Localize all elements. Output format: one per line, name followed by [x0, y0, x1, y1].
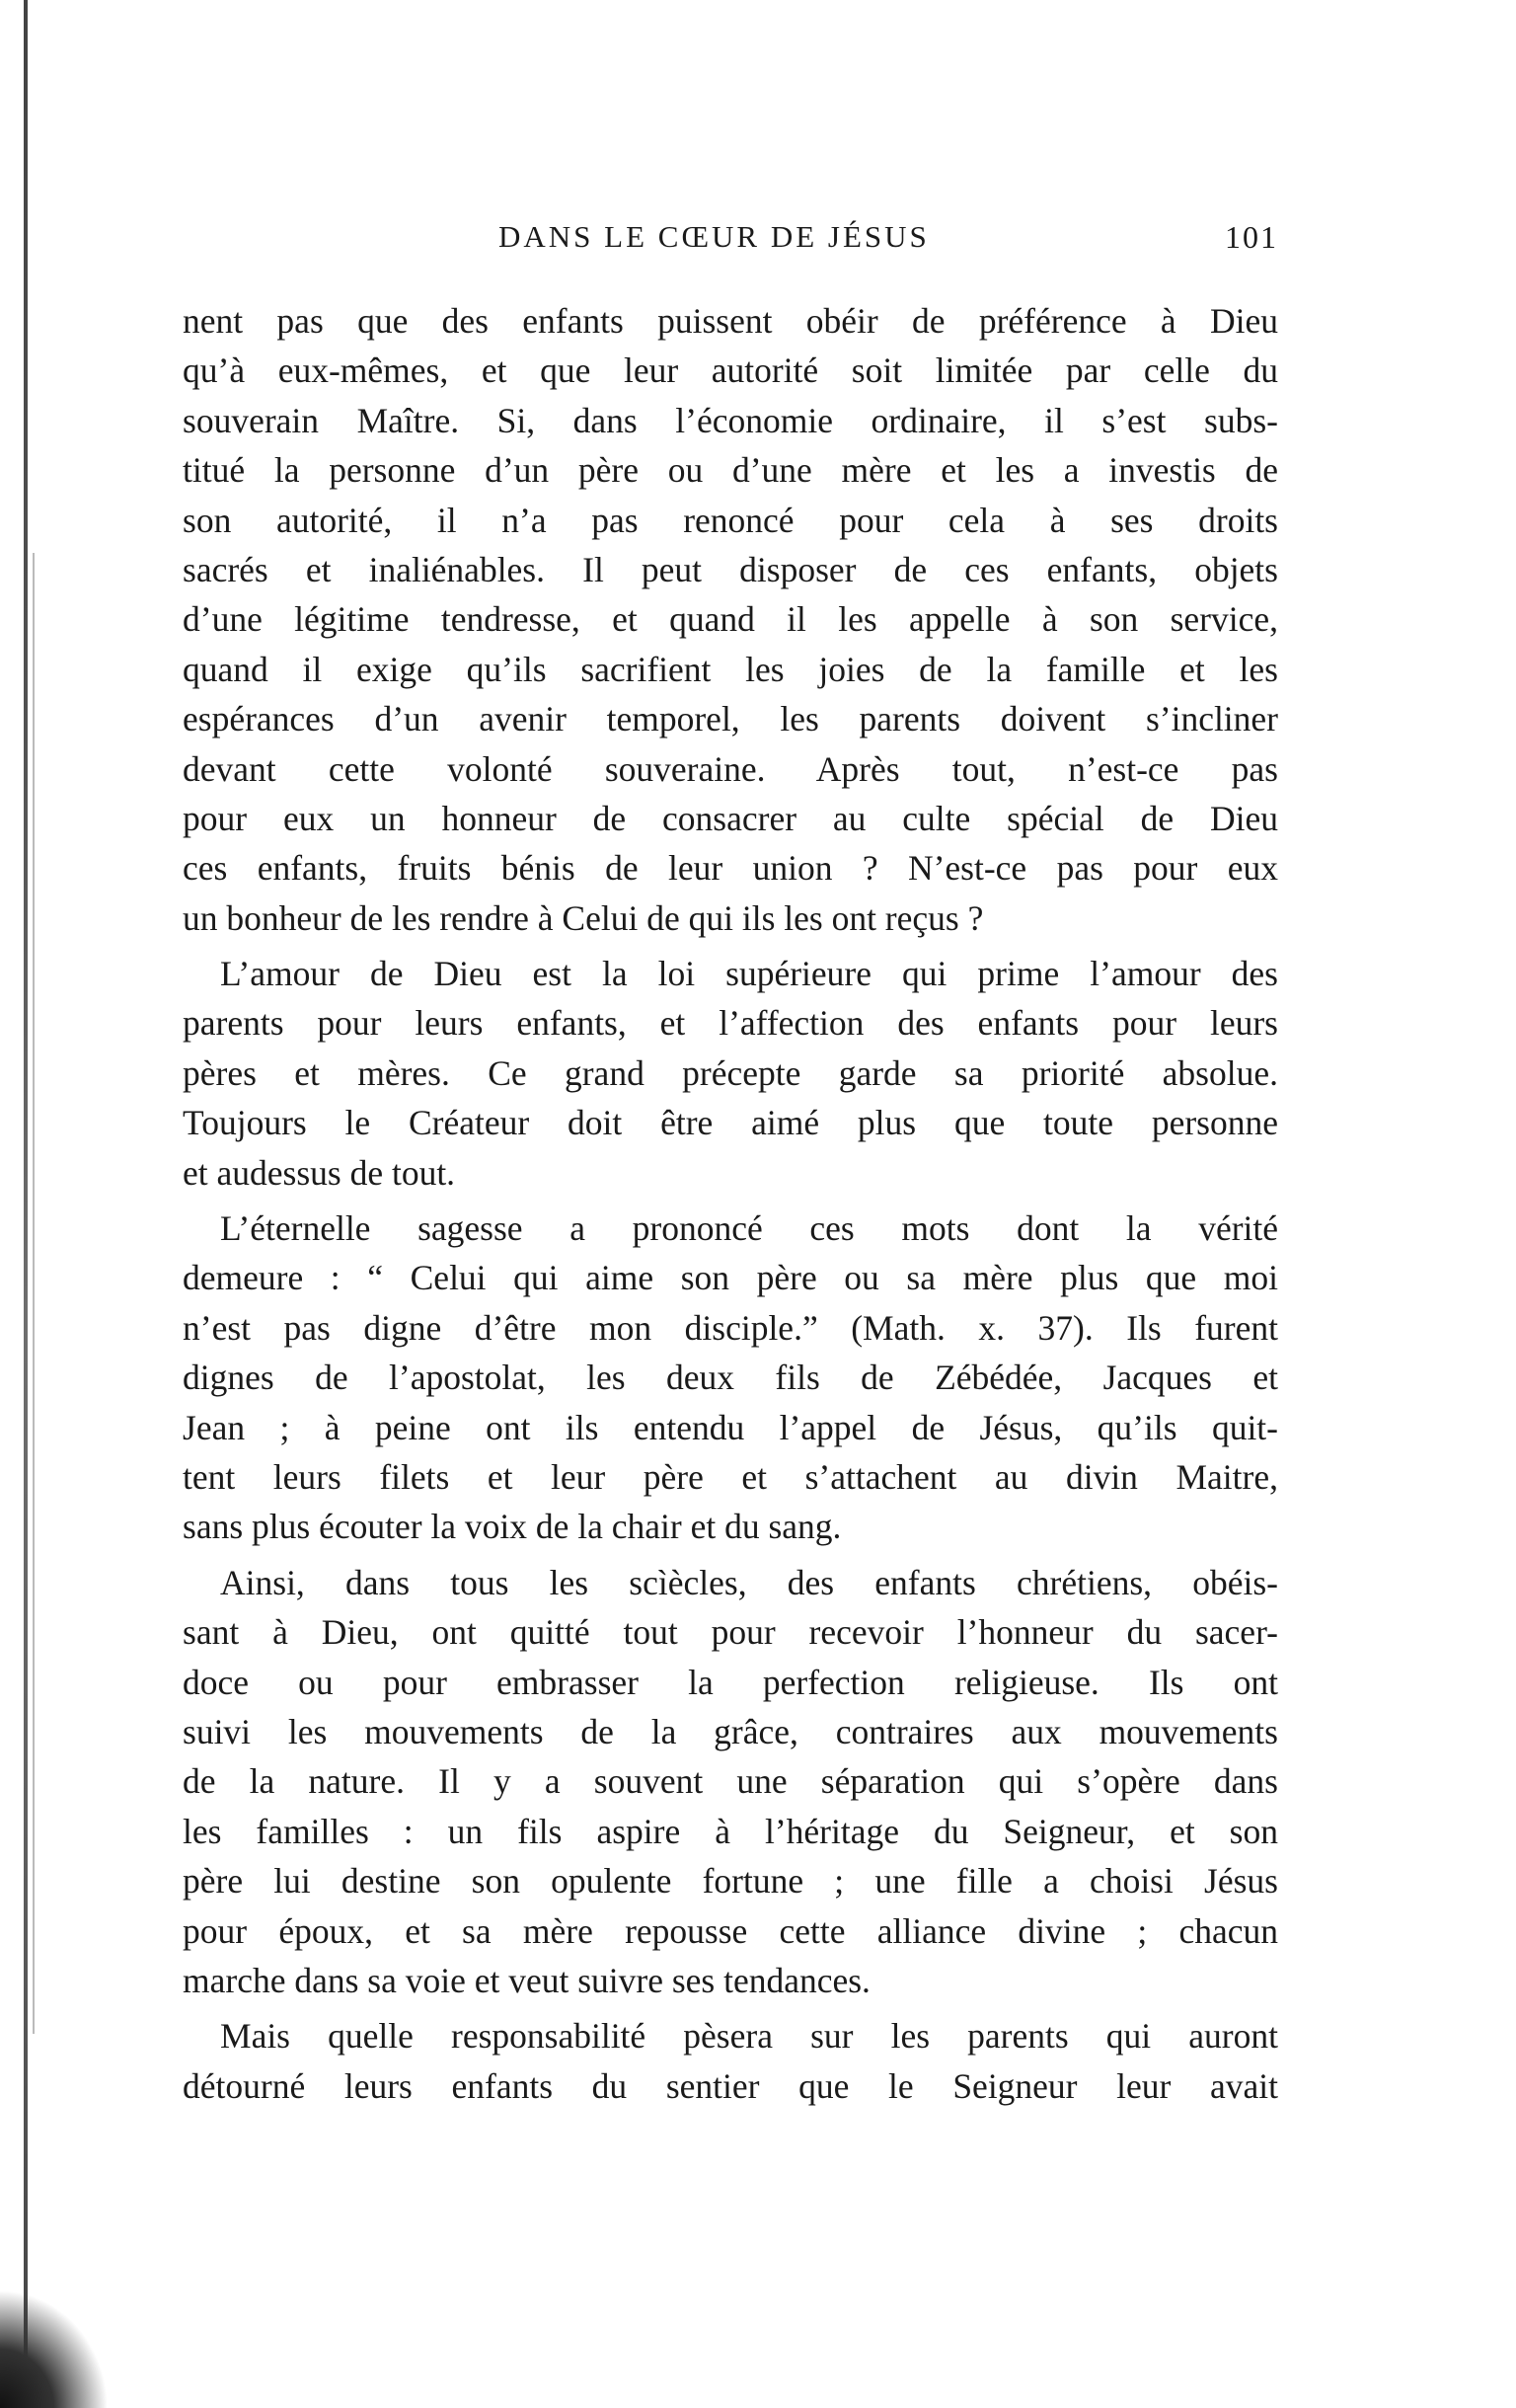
- text-line: sans plus écouter la voix de la chair et du sang.: [183, 1507, 842, 1547]
- page-corner-shadow: [0, 2290, 109, 2408]
- text-line: doce ou pour embrasser la perfection religieuse. Ils ont: [183, 1662, 1278, 1702]
- text-line: espérances d’un avenir temporel, les parents doivent s’incliner: [183, 699, 1278, 739]
- paragraph: [183, 2011, 1278, 2111]
- text-line: détourné leurs enfants du sentier que le Seigneur leur avait: [183, 2065, 1278, 2106]
- text-line: dignes de l’apostolat, les deux fils de Zébédée, Jacques et: [183, 1358, 1278, 1398]
- text-line: pour époux, et sa mère repousse cette alliance divine ; chacun: [183, 1910, 1278, 1951]
- paragraph: [183, 1558, 1278, 2006]
- binding-edge: [24, 0, 28, 2408]
- text-line: de la nature. Il y a souvent une séparation qui s’opère dans: [183, 1761, 1278, 1802]
- text-line: quand il exige qu’ils sacrifient les joies de la famille et les: [183, 649, 1278, 689]
- text-line: les familles : un fils aspire à l’héritage du Seigneur, et son: [183, 1811, 1278, 1851]
- paragraph: [183, 949, 1278, 1198]
- text-line: Mais quelle responsabilité pèsera sur les parents qui auront: [220, 2016, 1278, 2057]
- text-line: suivi les mouvements de la grâce, contraires aux mouvements: [183, 1711, 1278, 1751]
- text-line: qu’à eux-mêmes, et que leur autorité soit limitée par celle du: [183, 350, 1278, 391]
- text-line: Jean ; à peine ont ils entendu l’appel de Jésus, qu’ils quit-: [183, 1407, 1278, 1447]
- text-line: d’une légitime tendresse, et quand il les appelle à son service,: [183, 599, 1278, 640]
- text-line: nent pas que des enfants puissent obéir de préférence à Dieu: [183, 301, 1278, 341]
- text-line: L’éternelle sagesse a prononcé ces mots dont la vérité: [220, 1208, 1278, 1249]
- binding-shadow: [33, 553, 35, 2034]
- text-line: marche dans sa voie et veut suivre ses tendances.: [183, 1960, 871, 2000]
- text-line: parents pour leurs enfants, et l’affection des enfants pour leurs: [183, 1003, 1278, 1044]
- paragraph: [183, 296, 1278, 943]
- body-text: [183, 296, 1278, 2111]
- text-line: n’est pas digne d’être mon disciple.” (Math. x. 37). Ils furent: [183, 1307, 1278, 1348]
- text-line: souverain Maître. Si, dans l’économie ordinaire, il s’est subs-: [183, 400, 1278, 440]
- text-line: un bonheur de les rendre à Celui de qui ils les ont reçus ?: [183, 897, 984, 938]
- text-line: devant cette volonté souveraine. Après tout, n’est-ce pas: [183, 748, 1278, 789]
- text-line: pour eux un honneur de consacrer au culte spécial de Dieu: [183, 798, 1278, 838]
- text-line: son autorité, il n’a pas renoncé pour cela à ses droits: [183, 500, 1278, 540]
- text-line: pères et mères. Ce grand précepte garde sa priorité absolue.: [183, 1052, 1278, 1093]
- text-line: demeure : “ Celui qui aime son père ou sa mère plus que moi: [183, 1258, 1278, 1298]
- text-line: tent leurs filets et leur père et s’attachent au divin Maitre,: [183, 1456, 1278, 1497]
- text-line: père lui destine son opulente fortune ; une fille a choisi Jésus: [183, 1861, 1278, 1902]
- text-line: titué la personne d’un père ou d’une mère et les a investis de: [183, 450, 1278, 491]
- text-line: ces enfants, fruits bénis de leur union ? N’est-ce pas pour eux: [183, 848, 1278, 889]
- page-number: 101: [1225, 219, 1278, 255]
- running-title: DANS LE CŒUR DE JÉSUS: [498, 219, 930, 254]
- text-line: sant à Dieu, ont quitté tout pour recevoir l’honneur du sacer-: [183, 1612, 1278, 1653]
- text-line: sacrés et inaliénables. Il peut disposer de ces enfants, objets: [183, 549, 1278, 589]
- text-line: L’amour de Dieu est la loi supérieure qui prime l’amour des: [220, 954, 1278, 994]
- running-head: [183, 219, 1278, 269]
- text-line: Toujours le Créateur doit être aimé plus que toute personne: [183, 1103, 1278, 1143]
- text-line: Ainsi, dans tous les scìècles, des enfants chrétiens, obéis-: [220, 1562, 1278, 1602]
- paragraph: [183, 1204, 1278, 1552]
- text-line: et audessus de tout.: [183, 1152, 456, 1193]
